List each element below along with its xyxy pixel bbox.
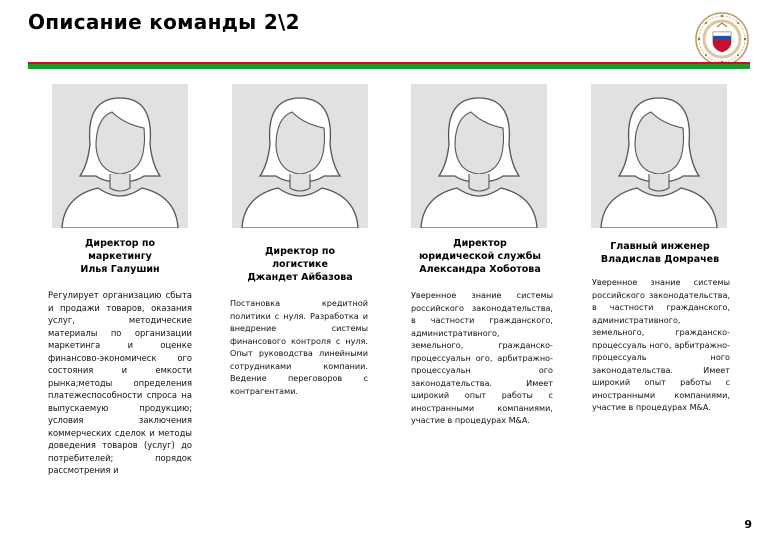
member-name: Александра Хоботова xyxy=(419,264,541,275)
member-2-description: Постановка кредитной политики с нуля. Разработка и внедрение системы финансового контроля с нуля. Опыт руководства линейными сотрудниками компании. Ведение переговоров с контрагентами. xyxy=(230,298,368,396)
role-line: Директор по xyxy=(84,238,156,249)
member-1-avatar xyxy=(52,84,188,228)
member-name: Джандет Айбазова xyxy=(247,272,353,283)
member-3-avatar xyxy=(411,84,547,228)
page-number: 9 xyxy=(744,518,752,531)
female-avatar-icon xyxy=(52,84,188,228)
member-3-role xyxy=(406,237,554,276)
role-line: Главный инженер xyxy=(610,241,710,252)
member-1-role xyxy=(48,237,192,276)
female-avatar-icon xyxy=(591,84,727,228)
member-4-description: Уверенное знание системы российского законодательства, в частности гражданского, административного, земельного, гражданско-процессуаль ного, арбитражно-процессуаль ного законодательства. Имеет широкий опыт работы с иностранными компаниями, участие в процедурах M&A. xyxy=(592,277,730,412)
member-name: Илья Галушин xyxy=(80,264,160,275)
member-2-avatar xyxy=(232,84,368,228)
header-divider-green xyxy=(28,64,750,69)
role-line: Директор по xyxy=(264,246,336,257)
university-crest-icon xyxy=(693,10,751,68)
role-line: маркетингу xyxy=(88,251,152,262)
member-name: Владислав Домрачев xyxy=(600,254,720,265)
role-line: логистике xyxy=(272,259,328,270)
member-4-role xyxy=(585,240,735,266)
role-line: юридической службы xyxy=(418,251,541,262)
member-4-avatar xyxy=(591,84,727,228)
member-1-description: Регулирует организацию сбыта и продажи товаров, оказания услуг, методические материалы по организации маркетинга и оценке финансово-экономическ ого состояния и емкости рынка;методы определения платежеспособности спроса на выпускаемую продукцию; условия заключения коммерческих сделок и методы доведения товаров (услуг) до потребителей; порядок рассмотрения и xyxy=(48,290,192,475)
member-2-role xyxy=(226,245,374,284)
page-title: Описание команды 2\2 xyxy=(28,10,300,34)
female-avatar-icon xyxy=(411,84,547,228)
member-3-description: Уверенное знание системы российского законодательства, в частности гражданского, административного, земельного, гражданско-процессуальн ого, арбитражно-процессуальн ого законодательства. Имеет широкий опыт работы с иностранными компаниями, участие в процедурах M&A. xyxy=(411,290,553,425)
female-avatar-icon xyxy=(232,84,368,228)
role-line: Директор xyxy=(453,238,507,249)
